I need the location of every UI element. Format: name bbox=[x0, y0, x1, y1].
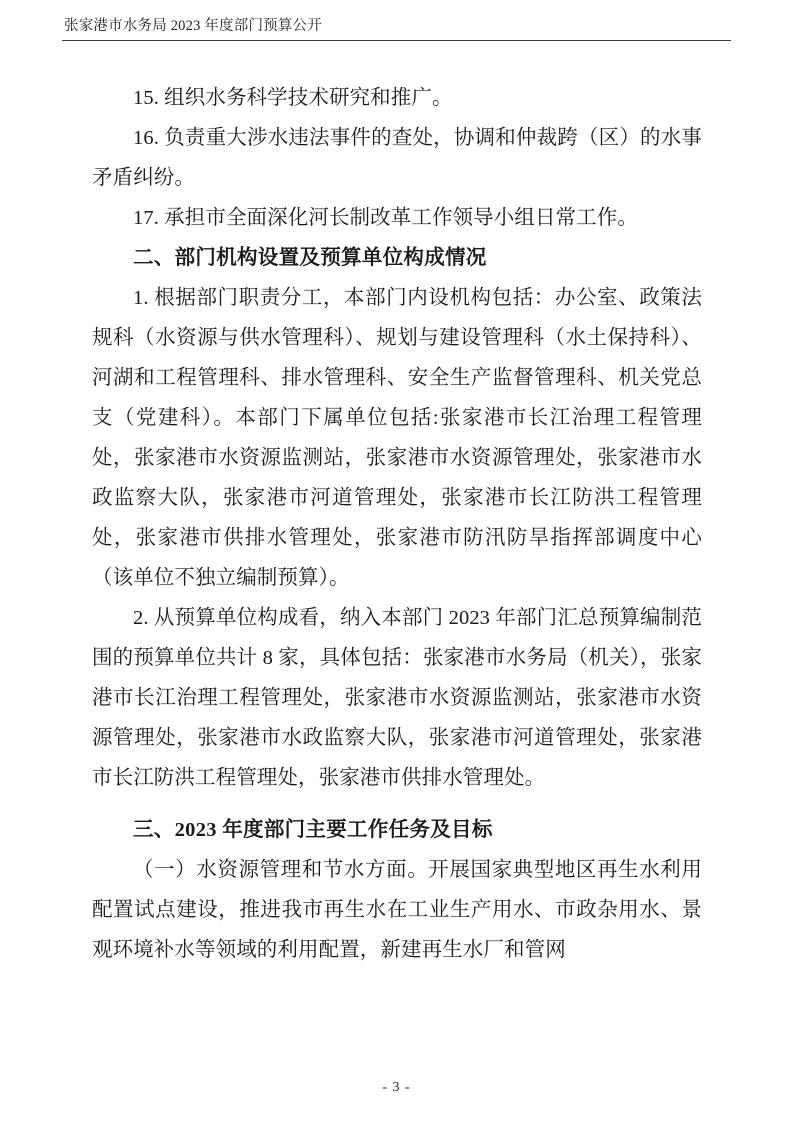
list-item: 17. 承担市全面深化河长制改革工作领导小组日常工作。 bbox=[133, 207, 638, 229]
page-header: 张家港市水务局 2023 年度部门预算公开 bbox=[64, 18, 322, 34]
section-two-paragraph-2: 2. 从预算单位构成看，纳入本部门 2023 年部门汇总预算编制范围的预算单位共计 8 家，具体包括：张家港市水务局（机关），张家港市长江治理工程管理处，张家港市水资源监测站，张家港市水资源管理处，张家港市水政监察大队，张家港市河道管理处，张家港市长江防洪工程管理处，张家港市供排水管理处。 bbox=[92, 607, 702, 789]
list-item: 16. 负责重大涉水违法事件的查处，协调和仲裁跨（区）的水事矛盾纠纷。 bbox=[92, 127, 702, 189]
section-two-paragraph-1: 1. 根据部门职责分工，本部门内设机构包括：办公室、政策法规科（水资源与供水管理科）、规划与建设管理科（水土保持科）、河湖和工程管理科、排水管理科、安全生产监督管理科、机关党总支（党建科）。本部门下属单位包括:张家港市长江治理工程管理处，张家港市水资源监测站，张家港市水资源管理处，张家港市水政监察大队，张家港市河道管理处，张家港市长江防洪工程管理处，张家港市供排水管理处，张家港市防汛防旱指挥部调度中心（该单位不独立编制预算）。 bbox=[92, 287, 702, 589]
paragraph-spacer bbox=[92, 798, 702, 808]
list-item: 15. 组织水务科学技术研究和推广。 bbox=[133, 87, 453, 109]
section-heading-two: 二、部门机构设置及预算单位构成情况 bbox=[133, 247, 487, 269]
section-three-paragraph-1: （一）水资源管理和节水方面。开展国家典型地区再生水利用配置试点建设，推进我市再生水在工业生产用水、市政杂用水、景观环境补水等领域的利用配置，新建再生水厂和管网 bbox=[92, 859, 702, 961]
section-heading-three: 三、2023 年度部门主要工作任务及目标 bbox=[133, 819, 493, 841]
document-body bbox=[92, 78, 702, 970]
page-number: - 3 - bbox=[382, 1080, 411, 1095]
header-divider bbox=[62, 40, 731, 41]
